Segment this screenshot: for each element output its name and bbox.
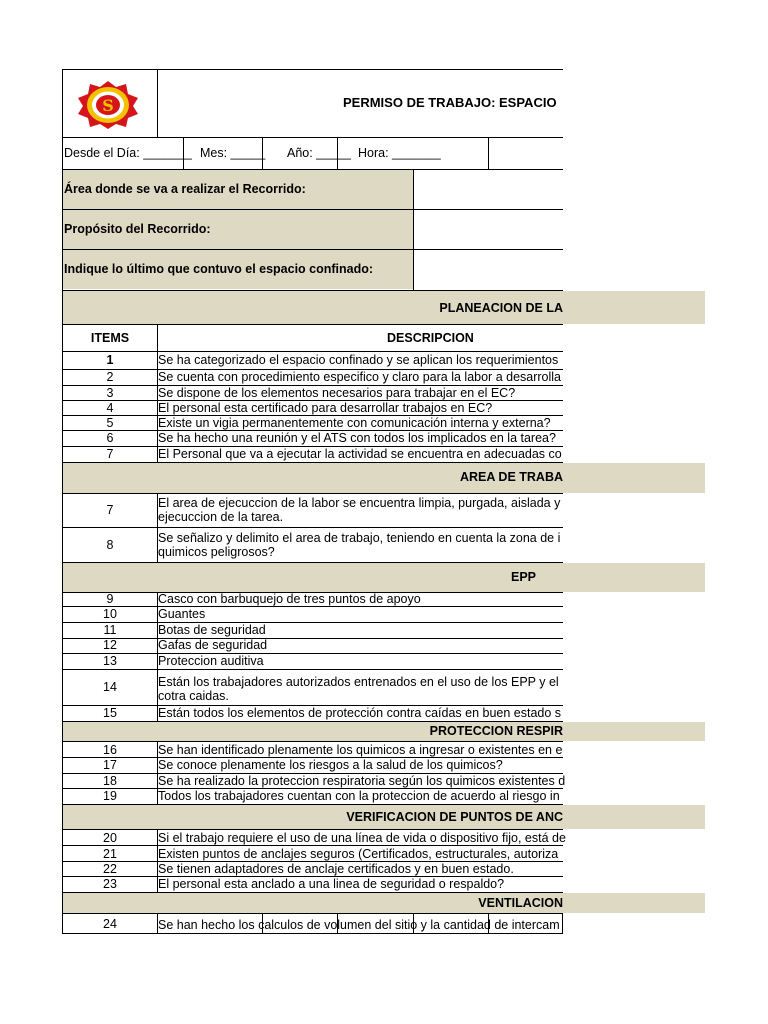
resp-section-header: PROTECCION RESPIR	[429, 724, 563, 738]
epp-header-band	[63, 563, 705, 592]
row-number: 6	[106, 431, 114, 445]
rule	[63, 804, 563, 805]
row-number: 18	[103, 774, 117, 788]
row-number: 22	[103, 862, 117, 876]
purpose-label: Propósito del Recorrido:	[64, 222, 211, 236]
row-number: 17	[103, 758, 117, 772]
row-description: Si el trabajo requiere el uso de una línea de vida o dispositivo fijo, está de	[158, 831, 566, 845]
grid-line	[562, 913, 563, 933]
last-content-label: Indique lo último que contuvo el espacio confinado:	[64, 262, 374, 276]
row-number: 15	[103, 706, 117, 720]
row-description: Están todos los elementos de protección contra caídas en buen estado s	[158, 706, 562, 720]
row-description: Se han hecho los calculos de volumen del sitio y la cantidad de intercam	[158, 918, 560, 932]
rule	[63, 324, 563, 325]
form-title: PERMISO DE TRABAJO: ESPACIO	[343, 95, 557, 110]
row-description: Botas de seguridad	[158, 623, 266, 637]
header-logo-divider	[157, 69, 158, 137]
rule	[63, 721, 563, 722]
row-description-cont: quimicos peligrosos?	[158, 545, 275, 559]
row-description: Existe un vigia permanentemente con comunicación interna y externa?	[158, 416, 551, 430]
last-content-value-field[interactable]	[414, 250, 563, 289]
month-field[interactable]: Mes: _____	[200, 146, 266, 160]
row-description: El area de ejecuccion de la labor se encuentra limpia, purgada, aislada y	[158, 496, 561, 510]
items-column-header: ITEMS	[90, 331, 130, 345]
row-description: Se cuenta con procedimiento especifico y claro para la labor a desarrolla	[158, 370, 562, 384]
row-description: Existen puntos de anclajes seguros (Certificados, estructurales, autoriza	[158, 847, 559, 861]
border-top	[63, 69, 563, 70]
rule	[63, 462, 563, 463]
day-field[interactable]: Desde el Día: _______	[64, 146, 192, 160]
row-number: 13	[103, 654, 117, 668]
row-description: Se señalizo y delimito el area de trabajo, teniendo en cuenta la zona de i	[158, 531, 561, 545]
row-number: 7	[106, 447, 114, 461]
rule	[63, 741, 563, 742]
row-number: 21	[103, 847, 117, 861]
row-number: 7	[106, 503, 114, 517]
rule	[63, 892, 563, 893]
row-number: 24	[103, 917, 117, 931]
row-description-cont: ejecuccion de la tarea.	[158, 510, 284, 524]
row-description: Se ha categorizado el espacio confinado y se aplican los requerimientos	[158, 353, 559, 367]
rule	[63, 933, 563, 934]
company-logo-icon	[76, 80, 140, 130]
row-description: Se conoce plenamente los riesgos a la salud de los quimicos?	[158, 758, 503, 772]
description-column-header: DESCRIPCION	[387, 331, 474, 345]
rule	[63, 493, 563, 494]
row-number: 12	[103, 638, 117, 652]
date-col-divider	[488, 137, 489, 169]
rule	[63, 669, 563, 670]
row-description: Se dispone de los elementos necesarios para trabajar en el EC?	[158, 386, 516, 400]
row-description: Casco con barbuquejo de tres puntos de apoyo	[158, 592, 421, 606]
row-description: El personal esta anclado a una linea de seguridad o respaldo?	[158, 877, 505, 891]
planning-section-header: PLANEACION DE LA	[439, 301, 563, 315]
epp-section-header: EPP	[511, 570, 537, 584]
row-description: Están los trabajadores autorizados entrenados en el uso de los EPP y el	[158, 675, 559, 689]
rule	[63, 527, 563, 528]
row-number: 3	[106, 386, 114, 400]
row-number: 19	[103, 789, 117, 803]
row-number: 14	[103, 680, 117, 694]
row-description: Guantes	[158, 607, 206, 621]
row-number: 5	[106, 416, 114, 430]
row-description: Todos los trabajadores cuentan con la proteccion de acuerdo al riesgo in	[158, 789, 560, 803]
row-description: Se ha hecho una reunión y el ATS con todos los implicados en la tarea?	[158, 431, 556, 445]
row-number: 23	[103, 877, 117, 891]
year-field[interactable]: Año: _____	[287, 146, 351, 160]
area-label: Área donde se va a realizar el Recorrido:	[64, 182, 306, 196]
work-area-section-header: AREA DE TRABA	[459, 470, 563, 484]
area-value-field[interactable]	[414, 170, 563, 209]
row-number: 11	[103, 623, 117, 637]
purpose-value-field[interactable]	[414, 210, 563, 249]
row-description-cont: cotra caidas.	[158, 689, 229, 703]
rule	[63, 829, 563, 830]
row-number: 20	[103, 831, 117, 845]
row-number: 9	[106, 592, 114, 606]
logo-letter: S	[102, 96, 114, 115]
row-description: Gafas de seguridad	[158, 638, 268, 652]
row-description: Se tienen adaptadores de anclaje certificados y en buen estado.	[158, 862, 514, 876]
row-description: El Personal que va a ejecutar la actividad se encuentra en adecuadas co	[158, 447, 562, 461]
row-description: Se han identificado plenamente los quimicos a ingresar o existentes en e	[158, 743, 563, 757]
row-description: El personal esta certificado para desarrollar trabajos en EC?	[158, 401, 493, 415]
row-description: Proteccion auditiva	[158, 654, 264, 668]
hour-field[interactable]: Hora: _______	[358, 146, 441, 160]
rule	[63, 562, 563, 563]
row-number: 2	[106, 370, 114, 384]
anchor-section-header: VERIFICACION DE PUNTOS DE ANC	[346, 810, 563, 824]
rule	[63, 290, 563, 291]
row-number: 8	[106, 538, 114, 552]
row-number: 4	[106, 401, 114, 415]
vent-section-header: VENTILACION	[478, 896, 563, 910]
row-number: 10	[103, 607, 117, 621]
row-number: 16	[103, 743, 117, 757]
row-description: Se ha realizado la proteccion respiratoria según los quimicos existentes d	[158, 774, 566, 788]
rule	[63, 351, 563, 352]
row-number: 1	[106, 353, 114, 367]
rule	[63, 845, 563, 846]
